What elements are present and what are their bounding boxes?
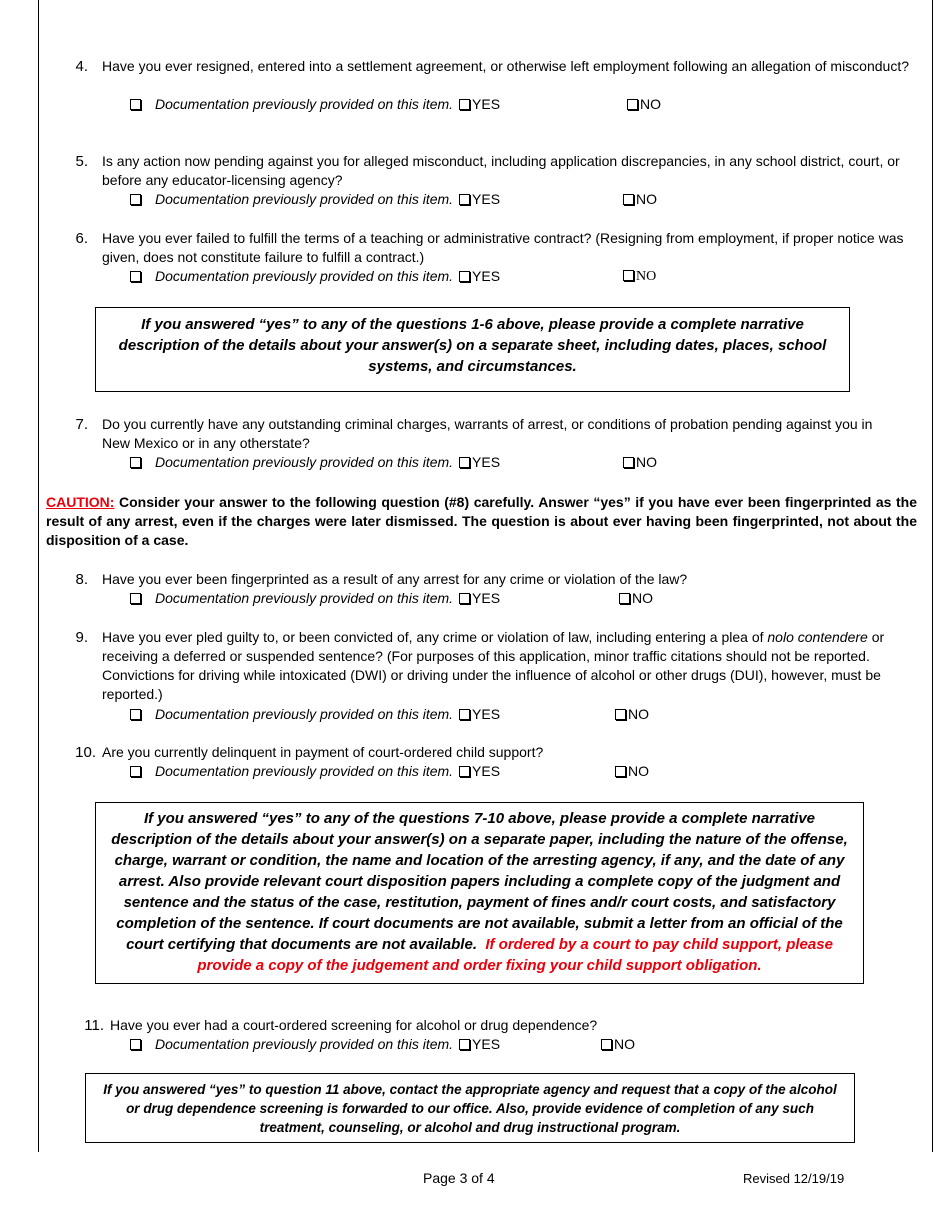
no-checkbox[interactable]	[601, 1039, 612, 1050]
question-number: 8.	[75, 571, 88, 588]
notice-box-questions-7-10	[95, 802, 864, 984]
documentation-label: Documentation previously provided on this item.	[155, 763, 454, 779]
documentation-label: Documentation previously provided on this item.	[155, 454, 454, 470]
no-checkbox[interactable]	[623, 270, 634, 281]
no-checkbox[interactable]	[623, 194, 634, 205]
documentation-row	[130, 589, 500, 608]
no-label: NO	[636, 191, 657, 207]
right-margin-line	[932, 0, 933, 1152]
yes-label: YES	[472, 454, 501, 470]
yes-label: YES	[472, 268, 501, 284]
question-number: 7.	[75, 416, 88, 433]
no-option	[627, 95, 661, 114]
yes-checkbox[interactable]	[459, 1039, 470, 1050]
no-label: NO	[636, 454, 657, 470]
question-text: Have you ever failed to fulfill the terms of a teaching or administrative contract? (Resigning from employment, if proper notice was given, does not constitute failure to fulfill a contract.)	[102, 230, 904, 265]
documentation-checkbox[interactable]	[130, 271, 141, 282]
yes-label: YES	[472, 191, 501, 207]
question-text: Are you currently delinquent in payment of court-ordered child support?	[102, 744, 544, 760]
revision-date: Revised 12/19/19	[743, 1171, 845, 1186]
question-number: 6.	[75, 230, 88, 247]
documentation-label: Documentation previously provided on this item.	[155, 706, 454, 722]
yes-checkbox[interactable]	[459, 194, 470, 205]
no-label: NO	[628, 706, 649, 722]
yes-label: YES	[472, 96, 501, 112]
yes-label: YES	[472, 1036, 501, 1052]
yes-checkbox[interactable]	[459, 709, 470, 720]
question-text: Is any action now pending against you for alleged misconduct, including application discrepancies, in any school district, court, or before any educator-licensing agency?	[102, 153, 900, 188]
no-option	[615, 705, 649, 724]
documentation-label: Documentation previously provided on this item.	[155, 96, 454, 112]
documentation-checkbox[interactable]	[130, 1039, 141, 1050]
yes-checkbox[interactable]	[459, 271, 470, 282]
documentation-checkbox[interactable]	[130, 766, 141, 777]
notice-box-question-11: If you answered “yes” to question 11 above, contact the appropriate agency and request that a copy of the alcohol or drug dependence screening is forwarded to our office. Also, provide evidence of completion of any such treatment, counseling, or alcohol and drug instructional program.	[85, 1073, 855, 1143]
question-number: 5.	[75, 153, 88, 170]
documentation-row	[130, 453, 500, 472]
documentation-label: Documentation previously provided on this item.	[155, 590, 454, 606]
no-checkbox[interactable]	[615, 709, 626, 720]
documentation-label: Documentation previously provided on this item.	[155, 1036, 454, 1052]
question-text: Have you ever had a court-ordered screening for alcohol or drug dependence?	[110, 1017, 598, 1033]
question-text: Have you ever resigned, entered into a settlement agreement, or otherwise left employment following an allegation of misconduct?	[102, 58, 910, 74]
no-option	[601, 1035, 635, 1054]
caution-label: CAUTION:	[46, 494, 115, 510]
documentation-row	[130, 267, 500, 286]
documentation-row	[130, 705, 500, 724]
question-text: Have you ever been fingerprinted as a result of any arrest for any crime or violation of the law?	[102, 571, 688, 587]
yes-checkbox[interactable]	[459, 766, 470, 777]
left-margin-line	[38, 0, 39, 1152]
no-label: NO	[614, 1036, 635, 1052]
documentation-checkbox[interactable]	[130, 194, 141, 205]
child-support-notice: If ordered by a court to pay child support, please provide a copy of the judgement and order fixing your child support obligation.	[197, 936, 833, 974]
question-number: 11.	[84, 1017, 104, 1034]
yes-checkbox[interactable]	[459, 457, 470, 468]
documentation-checkbox[interactable]	[130, 457, 141, 468]
yes-label: YES	[472, 706, 501, 722]
no-checkbox[interactable]	[623, 457, 634, 468]
documentation-checkbox[interactable]	[130, 709, 141, 720]
documentation-label: Documentation previously provided on this item.	[155, 268, 454, 284]
documentation-label: Documentation previously provided on this item.	[155, 191, 454, 207]
documentation-row	[130, 1035, 500, 1054]
no-option	[623, 267, 656, 286]
no-option	[623, 453, 657, 472]
yes-checkbox[interactable]	[459, 99, 470, 110]
question-number: 4.	[75, 58, 88, 75]
no-label: NO	[640, 96, 661, 112]
no-checkbox[interactable]	[619, 593, 630, 604]
question-number: 9.	[75, 629, 88, 646]
no-checkbox[interactable]	[627, 99, 638, 110]
yes-checkbox[interactable]	[459, 593, 470, 604]
documentation-checkbox[interactable]	[130, 593, 141, 604]
no-label: NO	[628, 763, 649, 779]
caution-text: Consider your answer to the following question (#8) carefully. Answer “yes” if you have ever been fingerprinted as the result of any arrest, even if the charges were later dismissed. The question is about ever having been fingerprinted, not about the disposition of a case.	[46, 494, 917, 548]
notice-box-questions-1-6: If you answered “yes” to any of the questions 1-6 above, please provide a complete narrative description of the details about your answer(s) on a separate sheet, including dates, places, school systems, and circumstances.	[95, 307, 850, 392]
yes-label: YES	[472, 763, 501, 779]
question-text: Do you currently have any outstanding criminal charges, warrants of arrest, or conditions of probation pending against you in New Mexico or in any otherstate?	[102, 416, 873, 451]
caution-paragraph	[46, 493, 917, 550]
no-checkbox[interactable]	[615, 766, 626, 777]
no-option	[619, 589, 653, 608]
yes-label: YES	[472, 590, 501, 606]
no-label: NO	[636, 269, 657, 284]
no-option	[615, 762, 649, 781]
documentation-checkbox[interactable]	[130, 99, 141, 110]
documentation-row	[130, 190, 500, 209]
no-label: NO	[632, 590, 653, 606]
documentation-row	[130, 95, 500, 114]
question-text: Have you ever pled guilty to, or been convicted of, any crime or violation of law, including entering a plea of nolo contendere or receiving a deferred or suspended sentence? (For purposes of this application, minor traffic citations should not be reported. Convictions for driving while intoxicated (DWI) or driving under the influence of alcohol or other drugs (DUI), however, must be reported.)	[102, 629, 885, 702]
question-number: 10.	[75, 744, 96, 761]
page-number: Page 3 of 4	[423, 1170, 495, 1186]
latin-term: nolo contendere	[767, 629, 868, 645]
documentation-row	[130, 762, 500, 781]
no-option	[623, 190, 657, 209]
notice-text: If you answered “yes” to any of the questions 7-10 above, please provide a complete narrative description of the details about your answer(s) on a separate paper, including the nature of the offense, charge, warrant or condition, the name and location of the arresting agency, if any, and the date of any arrest. Also provide relevant court disposition papers including a complete copy of the judgment and sentence and the status of the case, restitution, payment of fines and/r court costs, and satisfactory completion of the sentence. If court documents are not available, submit a letter from an official of the court certifying that documents are not available.	[111, 810, 848, 953]
